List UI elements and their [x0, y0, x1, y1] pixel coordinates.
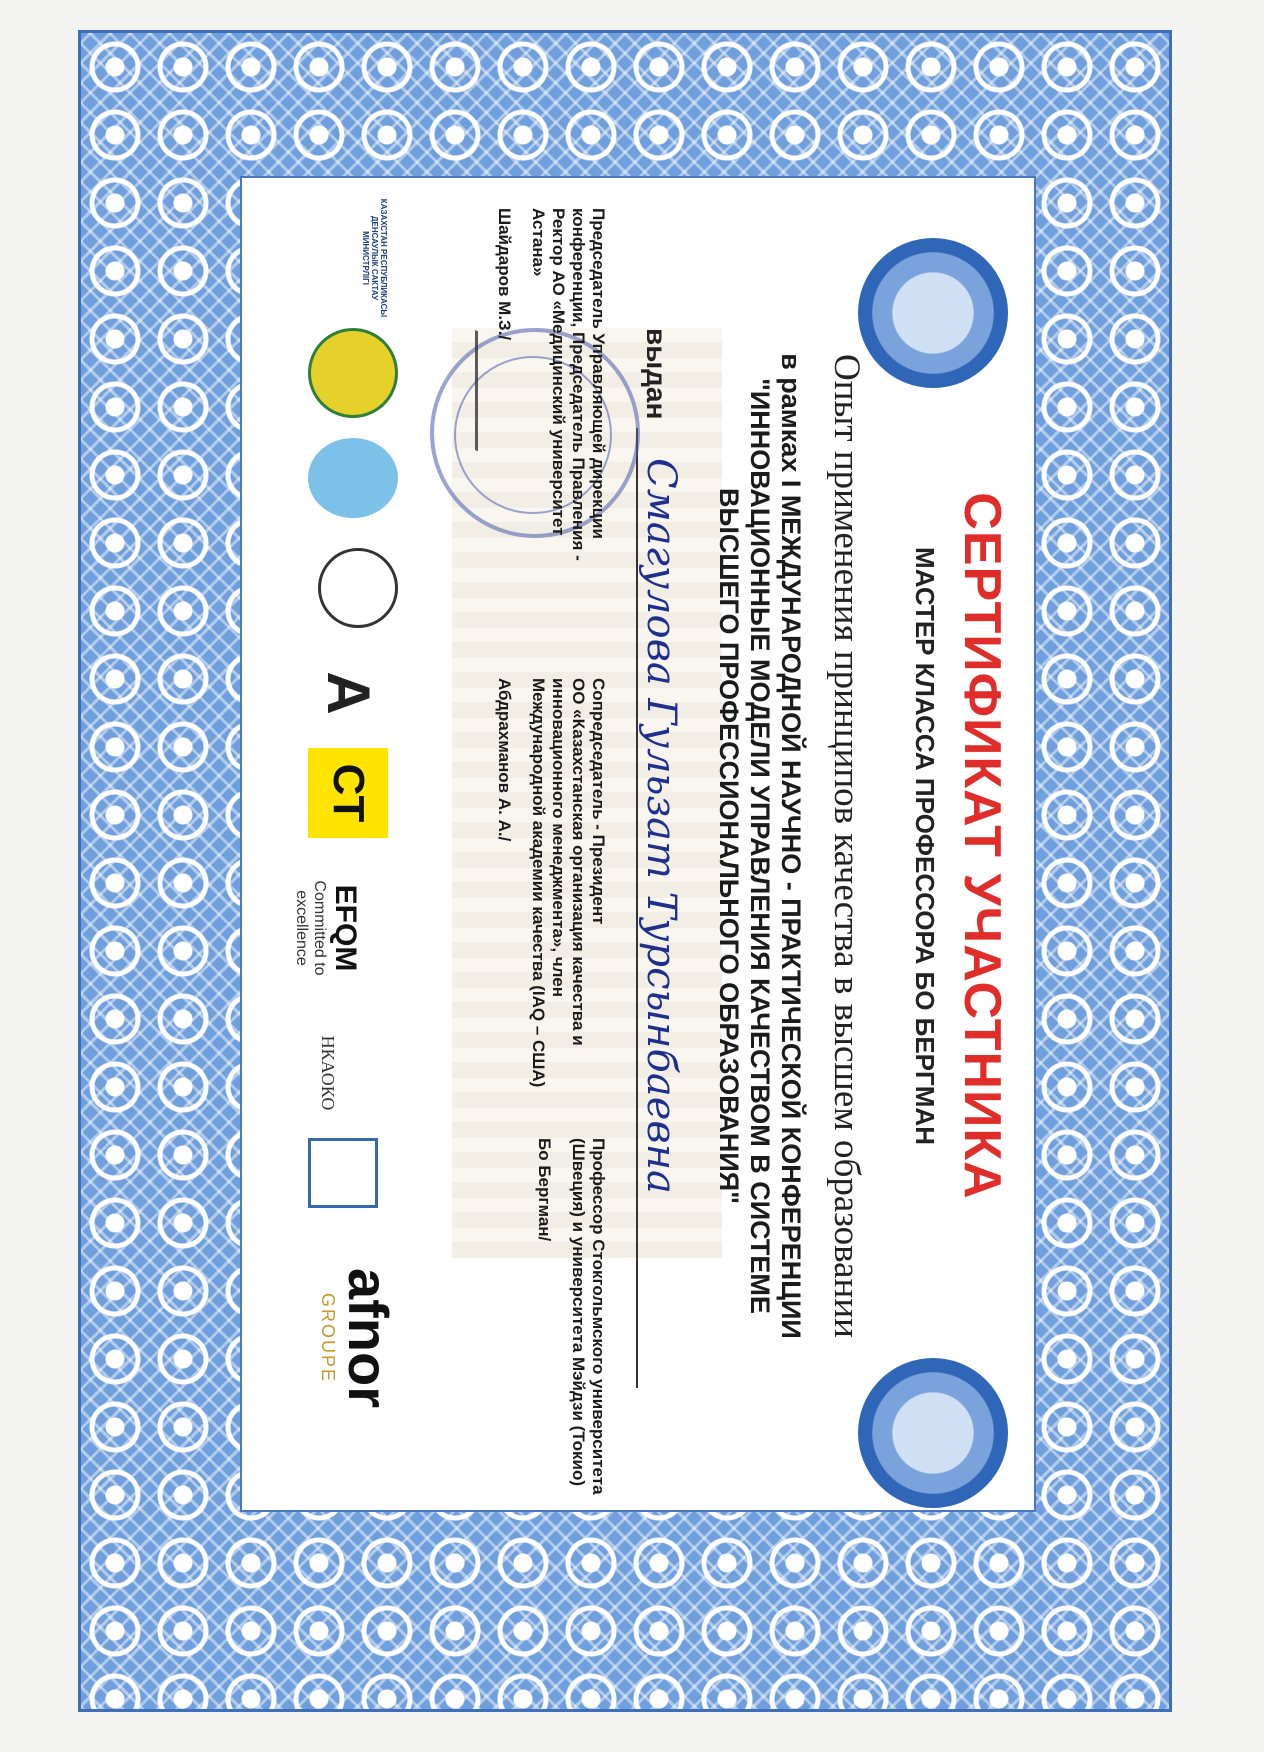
certificate-subtitle: МАСТЕР КЛАССА ПРОФЕССОРА БО БЕРГМАН	[910, 547, 940, 1145]
conference-description	[713, 178, 806, 1512]
signatory-2	[494, 678, 608, 1138]
signatory-2-title-3: инновационного менеджмента», член	[549, 678, 568, 997]
signatory-1-title-2: конференции, Председатель Правления -	[569, 208, 588, 561]
signatory-2-title-4: Международной академии качества (IAQ – США)	[529, 678, 548, 1088]
conference-line-1: в рамках I МЕЖДУНАРОДНОЙ НАУЧНО - ПРАКТИЧЕСКОЙ КОНФЕРЕНЦИИ	[776, 353, 806, 1339]
signatory-1-title-1: Председатель Управляющей дирекции	[589, 208, 608, 539]
signatory-2-title-1: Сопредседатель - Президент	[589, 678, 608, 925]
afnor-logo	[317, 1268, 398, 1408]
signatory-3-name: Бо Бергман/	[535, 1138, 554, 1242]
signatory-1-title-3: Ректор АО «Медицинский университет Астана»	[529, 208, 568, 536]
signatory-3-title-1: Профессор Стокгольмского университета	[589, 1138, 608, 1495]
afnor-groupe-label: GROUPE	[318, 1292, 338, 1383]
signatory-1-name: Шайдаров М.З./	[495, 208, 514, 341]
rotated-content	[242, 178, 1036, 1512]
iaaar-logo	[308, 1138, 378, 1208]
ministry-logo: КАЗАХСТАН РЕСПУБЛИКАСЫ ДЕНСАУЛЫК САКТАУ МИНИСТРЛІГІ	[361, 198, 388, 318]
afnor-label: afnor	[337, 1268, 400, 1408]
signatory-1	[494, 208, 608, 588]
state-emblem-logo	[308, 328, 398, 418]
signatory-3-title-2: (Швеция) и университета Мэйдзи (Токио)	[569, 1138, 588, 1486]
conference-line-2: "ИННОВАЦИОННЫЕ МОДЕЛИ УПРАВЛЕНИЯ КАЧЕСТВОМ В СИСТЕМЕ	[745, 378, 775, 1314]
partner-logos	[248, 178, 398, 1512]
efqm-label: EFQM	[329, 884, 362, 972]
efqm-logo	[288, 868, 398, 988]
ministry-emblem-logo	[308, 438, 398, 518]
conference-line-3: ВЫСШЕГО ПРОФЕССИОНАЛЬНОГО ОБРАЗОВАНИЯ"	[714, 487, 744, 1205]
quality-academy-logo: A	[315, 671, 382, 715]
certificate-title: СЕРТИФИКАТ УЧАСТНИКА	[953, 492, 1011, 1200]
recipient-name: Смагулова Гульзат Турсынбаевна	[638, 458, 684, 1194]
efqm-tagline: Committed to excellence	[293, 880, 328, 976]
issued-label: выдан	[641, 328, 672, 420]
signatory-3	[534, 1138, 608, 1498]
globe-logo	[318, 548, 398, 628]
ct-logo: CT	[308, 748, 388, 838]
masterclass-topic: Опыт применения принципов качества в высшем образовании	[826, 354, 867, 1338]
nkaoko-logo: НКАОКО	[318, 1035, 338, 1111]
signatory-2-name: Абдрахманов А. А./	[495, 678, 514, 842]
signatory-2-title-2: ОО «Казахстанская организация качества и	[569, 678, 588, 1046]
issued-to-row	[630, 328, 684, 1388]
certificate-body	[240, 176, 1036, 1512]
